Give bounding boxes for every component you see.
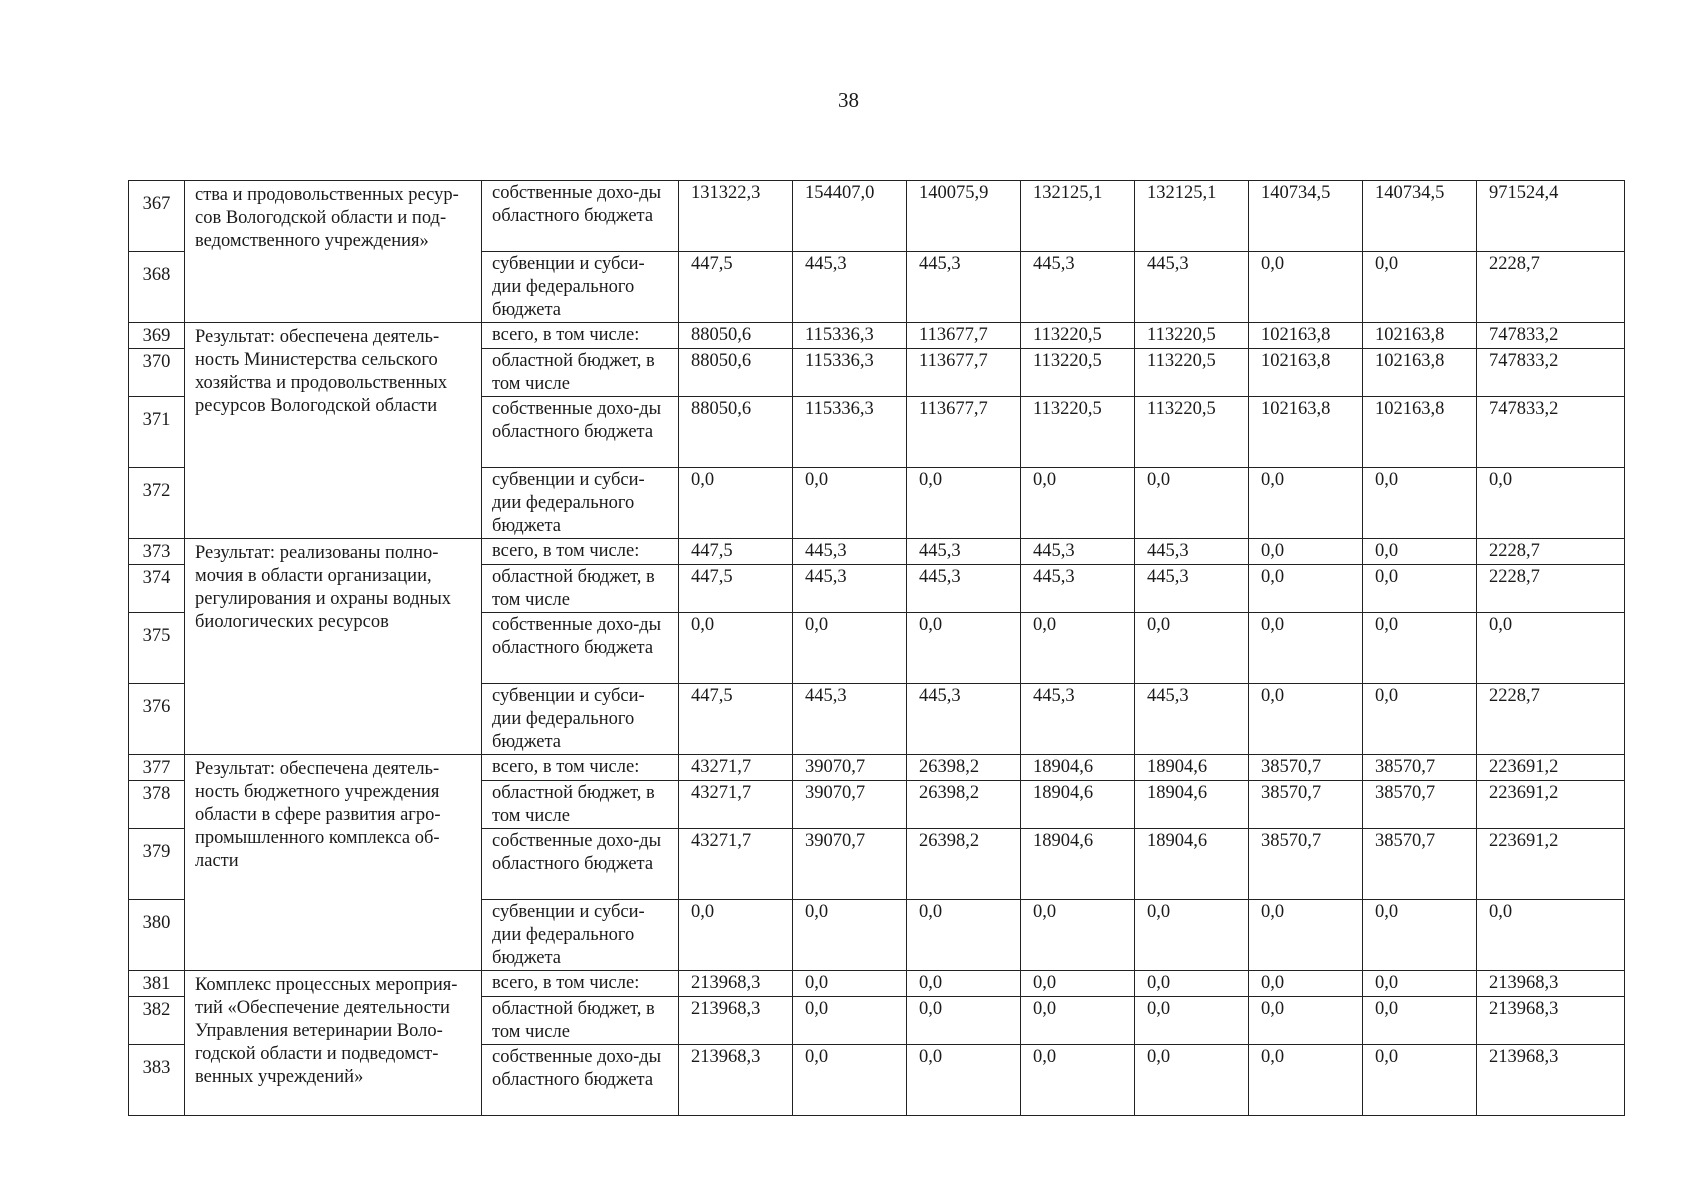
table-row	[129, 755, 1625, 781]
year-value: 38570,7	[1363, 781, 1477, 829]
year-value: 0,0	[1135, 468, 1249, 539]
year-value: 445,3	[793, 684, 907, 755]
row-number: 370	[129, 349, 185, 397]
year-value: 43271,7	[679, 755, 793, 781]
year-value: 0,0	[793, 1045, 907, 1116]
row-number: 383	[129, 1045, 185, 1116]
year-value: 0,0	[1135, 997, 1249, 1045]
funding-source: всего, в том числе:	[482, 755, 679, 781]
year-value: 0,0	[1135, 971, 1249, 997]
year-value: 0,0	[1249, 539, 1363, 565]
year-value: 213968,3	[679, 997, 793, 1045]
total-value: 213968,3	[1477, 997, 1625, 1045]
year-value: 18904,6	[1021, 781, 1135, 829]
year-value: 0,0	[907, 971, 1021, 997]
year-value: 0,0	[1249, 900, 1363, 971]
row-number: 375	[129, 613, 185, 684]
funding-source: собственные дохо-ды областного бюджета	[482, 181, 679, 252]
year-value: 0,0	[1021, 613, 1135, 684]
year-value: 213968,3	[679, 1045, 793, 1116]
year-value: 115336,3	[793, 397, 907, 468]
total-value: 223691,2	[1477, 781, 1625, 829]
year-value: 0,0	[1249, 997, 1363, 1045]
row-number: 380	[129, 900, 185, 971]
year-value: 445,3	[793, 565, 907, 613]
budget-table	[128, 180, 1625, 1116]
funding-source: субвенции и субси-дии федерального бюджета	[482, 252, 679, 323]
row-number: 377	[129, 755, 185, 781]
year-value: 0,0	[1135, 1045, 1249, 1116]
year-value: 445,3	[1135, 565, 1249, 613]
year-value: 0,0	[1135, 613, 1249, 684]
funding-source: всего, в том числе:	[482, 323, 679, 349]
year-value: 0,0	[679, 468, 793, 539]
year-value: 140075,9	[907, 181, 1021, 252]
year-value: 0,0	[1363, 468, 1477, 539]
year-value: 0,0	[1249, 684, 1363, 755]
year-value: 447,5	[679, 684, 793, 755]
year-value: 445,3	[1021, 684, 1135, 755]
year-value: 0,0	[1021, 900, 1135, 971]
year-value: 18904,6	[1135, 829, 1249, 900]
year-value: 18904,6	[1135, 755, 1249, 781]
row-number: 382	[129, 997, 185, 1045]
year-value: 213968,3	[679, 971, 793, 997]
table-row	[129, 181, 1625, 252]
year-value: 0,0	[679, 613, 793, 684]
funding-source: всего, в том числе:	[482, 971, 679, 997]
table-row	[129, 539, 1625, 565]
total-value: 0,0	[1477, 900, 1625, 971]
year-value: 0,0	[1249, 468, 1363, 539]
table-body	[129, 181, 1625, 1116]
year-value: 445,3	[1135, 539, 1249, 565]
year-value: 154407,0	[793, 181, 907, 252]
year-value: 0,0	[1363, 997, 1477, 1045]
year-value: 38570,7	[1249, 755, 1363, 781]
row-number: 374	[129, 565, 185, 613]
total-value: 2228,7	[1477, 565, 1625, 613]
total-value: 213968,3	[1477, 971, 1625, 997]
year-value: 0,0	[679, 900, 793, 971]
row-description: Результат: обеспечена деятель-ность бюджетного учреждения области в сфере развития агро-промышленного комплекса об-ласти	[185, 755, 482, 971]
year-value: 38570,7	[1363, 755, 1477, 781]
funding-source: всего, в том числе:	[482, 539, 679, 565]
year-value: 0,0	[1249, 1045, 1363, 1116]
year-value: 38570,7	[1249, 829, 1363, 900]
year-value: 39070,7	[793, 781, 907, 829]
year-value: 26398,2	[907, 755, 1021, 781]
table-row	[129, 323, 1625, 349]
funding-source: собственные дохо-ды областного бюджета	[482, 829, 679, 900]
row-description: Результат: реализованы полно-мочия в области организации, регулирования и охраны водных биологических ресурсов	[185, 539, 482, 755]
year-value: 43271,7	[679, 781, 793, 829]
year-value: 26398,2	[907, 829, 1021, 900]
year-value: 88050,6	[679, 349, 793, 397]
year-value: 113677,7	[907, 349, 1021, 397]
year-value: 445,3	[1135, 252, 1249, 323]
year-value: 0,0	[907, 900, 1021, 971]
year-value: 445,3	[1021, 539, 1135, 565]
year-value: 445,3	[907, 565, 1021, 613]
year-value: 113220,5	[1135, 323, 1249, 349]
year-value: 0,0	[793, 900, 907, 971]
year-value: 102163,8	[1249, 323, 1363, 349]
year-value: 132125,1	[1135, 181, 1249, 252]
row-number: 381	[129, 971, 185, 997]
year-value: 0,0	[1363, 565, 1477, 613]
year-value: 0,0	[1363, 1045, 1477, 1116]
year-value: 445,3	[793, 539, 907, 565]
total-value: 223691,2	[1477, 829, 1625, 900]
year-value: 18904,6	[1021, 829, 1135, 900]
row-number: 373	[129, 539, 185, 565]
row-description: Комплекс процессных мероприя-тий «Обеспечение деятельности Управления ветеринарии Воло-годской области и подведомст-венных учреждений»	[185, 971, 482, 1116]
year-value: 0,0	[1363, 900, 1477, 971]
year-value: 113220,5	[1135, 349, 1249, 397]
row-number: 379	[129, 829, 185, 900]
year-value: 0,0	[1363, 252, 1477, 323]
year-value: 140734,5	[1249, 181, 1363, 252]
year-value: 113220,5	[1021, 323, 1135, 349]
year-value: 0,0	[907, 468, 1021, 539]
year-value: 115336,3	[793, 349, 907, 397]
year-value: 102163,8	[1363, 323, 1477, 349]
year-value: 0,0	[1363, 971, 1477, 997]
year-value: 445,3	[1021, 565, 1135, 613]
row-number: 378	[129, 781, 185, 829]
row-number: 376	[129, 684, 185, 755]
total-value: 747833,2	[1477, 323, 1625, 349]
funding-source: собственные дохо-ды областного бюджета	[482, 1045, 679, 1116]
total-value: 2228,7	[1477, 539, 1625, 565]
table-row	[129, 971, 1625, 997]
year-value: 88050,6	[679, 397, 793, 468]
total-value: 223691,2	[1477, 755, 1625, 781]
year-value: 140734,5	[1363, 181, 1477, 252]
year-value: 43271,7	[679, 829, 793, 900]
funding-source: субвенции и субси-дии федерального бюджета	[482, 468, 679, 539]
year-value: 0,0	[793, 971, 907, 997]
row-number: 369	[129, 323, 185, 349]
total-value: 2228,7	[1477, 684, 1625, 755]
year-value: 0,0	[1363, 684, 1477, 755]
year-value: 0,0	[907, 1045, 1021, 1116]
year-value: 0,0	[1249, 252, 1363, 323]
funding-source: областной бюджет, в том числе	[482, 997, 679, 1045]
row-description: ства и продовольственных ресур-сов Вологодской области и под-ведомственного учреждения»	[185, 181, 482, 323]
year-value: 38570,7	[1249, 781, 1363, 829]
year-value: 0,0	[793, 613, 907, 684]
year-value: 445,3	[907, 252, 1021, 323]
year-value: 113220,5	[1135, 397, 1249, 468]
row-description: Результат: обеспечена деятель-ность Министерства сельского хозяйства и продовольственных ресурсов Вологодской области	[185, 323, 482, 539]
year-value: 447,5	[679, 539, 793, 565]
year-value: 102163,8	[1249, 397, 1363, 468]
year-value: 113677,7	[907, 323, 1021, 349]
year-value: 0,0	[1249, 613, 1363, 684]
total-value: 971524,4	[1477, 181, 1625, 252]
funding-source: собственные дохо-ды областного бюджета	[482, 613, 679, 684]
funding-source: областной бюджет, в том числе	[482, 349, 679, 397]
year-value: 26398,2	[907, 781, 1021, 829]
year-value: 0,0	[793, 997, 907, 1045]
year-value: 88050,6	[679, 323, 793, 349]
year-value: 0,0	[1021, 468, 1135, 539]
page-number: 38	[838, 88, 859, 112]
funding-source: субвенции и субси-дии федерального бюджета	[482, 684, 679, 755]
row-number: 367	[129, 181, 185, 252]
year-value: 447,5	[679, 565, 793, 613]
year-value: 0,0	[793, 468, 907, 539]
year-value: 102163,8	[1363, 397, 1477, 468]
year-value: 115336,3	[793, 323, 907, 349]
year-value: 0,0	[1363, 613, 1477, 684]
year-value: 39070,7	[793, 829, 907, 900]
year-value: 0,0	[1135, 900, 1249, 971]
year-value: 102163,8	[1363, 349, 1477, 397]
total-value: 0,0	[1477, 613, 1625, 684]
funding-source: областной бюджет, в том числе	[482, 565, 679, 613]
year-value: 132125,1	[1021, 181, 1135, 252]
year-value: 0,0	[907, 997, 1021, 1045]
year-value: 0,0	[907, 613, 1021, 684]
year-value: 0,0	[1249, 565, 1363, 613]
year-value: 18904,6	[1021, 755, 1135, 781]
row-number: 368	[129, 252, 185, 323]
funding-source: субвенции и субси-дии федерального бюджета	[482, 900, 679, 971]
year-value: 18904,6	[1135, 781, 1249, 829]
year-value: 102163,8	[1249, 349, 1363, 397]
year-value: 113220,5	[1021, 349, 1135, 397]
year-value: 445,3	[907, 539, 1021, 565]
total-value: 213968,3	[1477, 1045, 1625, 1116]
year-value: 445,3	[793, 252, 907, 323]
total-value: 747833,2	[1477, 349, 1625, 397]
year-value: 0,0	[1249, 971, 1363, 997]
row-number: 371	[129, 397, 185, 468]
row-number: 372	[129, 468, 185, 539]
year-value: 39070,7	[793, 755, 907, 781]
year-value: 0,0	[1021, 997, 1135, 1045]
year-value: 447,5	[679, 252, 793, 323]
year-value: 131322,3	[679, 181, 793, 252]
funding-source: областной бюджет, в том числе	[482, 781, 679, 829]
year-value: 0,0	[1363, 539, 1477, 565]
total-value: 747833,2	[1477, 397, 1625, 468]
year-value: 0,0	[1021, 1045, 1135, 1116]
year-value: 113220,5	[1021, 397, 1135, 468]
year-value: 0,0	[1021, 971, 1135, 997]
total-value: 2228,7	[1477, 252, 1625, 323]
year-value: 445,3	[1021, 252, 1135, 323]
year-value: 38570,7	[1363, 829, 1477, 900]
year-value: 113677,7	[907, 397, 1021, 468]
total-value: 0,0	[1477, 468, 1625, 539]
funding-source: собственные дохо-ды областного бюджета	[482, 397, 679, 468]
year-value: 445,3	[907, 684, 1021, 755]
year-value: 445,3	[1135, 684, 1249, 755]
